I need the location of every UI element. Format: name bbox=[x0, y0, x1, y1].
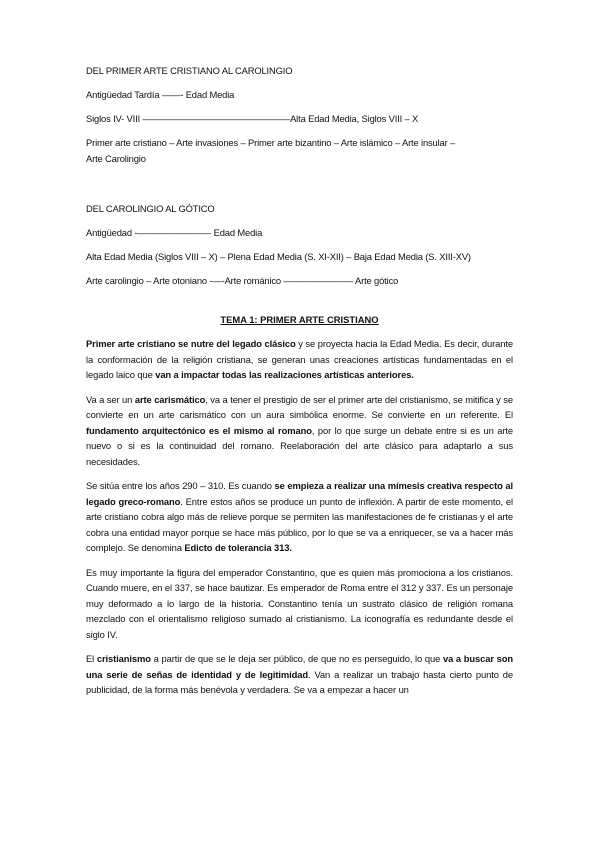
p5-text-1: El bbox=[86, 653, 97, 664]
section1-line2: Siglos IV- VIII ————————————————Alta Edad Media, Siglos VIII – X bbox=[86, 113, 419, 124]
section1-title: DEL PRIMER ARTE CRISTIANO AL CAROLINGIO bbox=[86, 65, 293, 76]
section2-title: DEL CAROLINGIO AL GÓTICO bbox=[86, 203, 215, 214]
p1-text-1: y se proyecta hacia la Edad Media. Es decir, durante la conformación de la religión cristiana, se generan unas creaciones artísticas fundamentadas en el legado laico que bbox=[86, 338, 513, 380]
section2-line3: Arte carolingio – Arte otoniano -—-Arte románico ———————– Arte gótico bbox=[86, 275, 399, 286]
section1-line1: Antigüedad Tardía ——- Edad Media bbox=[86, 89, 235, 100]
p2-text-1: Va a ser un bbox=[86, 393, 135, 405]
p2-text-3: , por lo que surge un debate entre si es un arte nuevo o si es la continuidad del romano. Reelaboración del arte clásico para adaptarlo a sus necesidades. bbox=[86, 424, 513, 467]
p2-bold-2: fundamento arquitectónico es el mismo al romano bbox=[86, 424, 312, 436]
section2-line2: Alta Edad Media (Siglos VIII – X) – Plena Edad Media (S. XI-XII) – Baja Edad Media (S. XIII-XV) bbox=[86, 251, 471, 262]
p1-bold-1: Primer arte cristiano se nutre del legado clásico bbox=[86, 338, 296, 349]
p3-bold-1: se empieza a realizar una mímesis creativa respecto al legado greco-romano bbox=[86, 480, 513, 507]
p2-bold-1: arte carismático bbox=[134, 393, 206, 405]
paragraph-1 bbox=[86, 336, 513, 383]
p4-text-1: Es muy importante la figura del emperador Constantino, que es quien más promociona a los cristianos. Cuando muere, en el 337, se hace bautizar. Es emperador de Roma entre el 312 y 337. Es un personaje muy deformado a lo largo de la historia. Constantino tenía un sustrato clásico de religión romana mezclado con el orientalismo religioso sumado al cristianismo. La iconografía es redundante desde el siglo IV. bbox=[86, 566, 513, 640]
p5-text-3: . Van a realizar un trabajo hasta cierto punto de publicidad, de la forma más benévola y verdadera. Se va a empezar a hacer un bbox=[86, 668, 513, 695]
section1-line3a: Primer arte cristiano – Arte invasiones – Primer arte bizantino – Arte islámico – Arte insular – bbox=[86, 137, 456, 148]
paragraph-2 bbox=[86, 392, 513, 470]
p5-text-2: a partir de que se le deja ser público, de que no es perseguido, lo que bbox=[150, 653, 443, 664]
section1-line3b: Arte Carolingio bbox=[86, 153, 146, 164]
paragraph-5 bbox=[86, 651, 513, 698]
section2-line1: Antigüedad -———————— Edad Media bbox=[86, 227, 263, 238]
p5-bold-2: va a buscar son una serie de señas de identidad y de legitimidad bbox=[86, 653, 514, 680]
p5-bold-1: cristianismo bbox=[96, 653, 151, 664]
paragraph-4 bbox=[86, 565, 513, 643]
p1-bold-2: van a impactar todas las realizaciones artísticas anteriores. bbox=[155, 369, 414, 380]
tema-heading: TEMA 1: PRIMER ARTE CRISTIANO bbox=[220, 314, 379, 325]
p3-bold-2: Edicto de tolerancia 313. bbox=[184, 542, 292, 553]
paragraph-3 bbox=[86, 478, 513, 556]
p3-text-2: . Entre estos años se produce un punto de inflexión. A partir de este momento, el arte cristiano cobra algo más de relieve porque se permiten las manifestaciones de fe cristianas y el arte cobra una entidad mayor porque se hace más público, por lo que se va a enriquecer, se va a hacer más complejo. Se denomina bbox=[86, 495, 513, 553]
p2-text-2: , va a tener el prestigio de ser el primer arte del cristianismo, se mitifica y se convierte en un arte carismático con un aura simbólica enorme. Se convierte en un referente. El bbox=[86, 393, 513, 420]
p3-text-1: Se sitúa entre los años 290 – 310. Es cuando bbox=[86, 480, 275, 491]
